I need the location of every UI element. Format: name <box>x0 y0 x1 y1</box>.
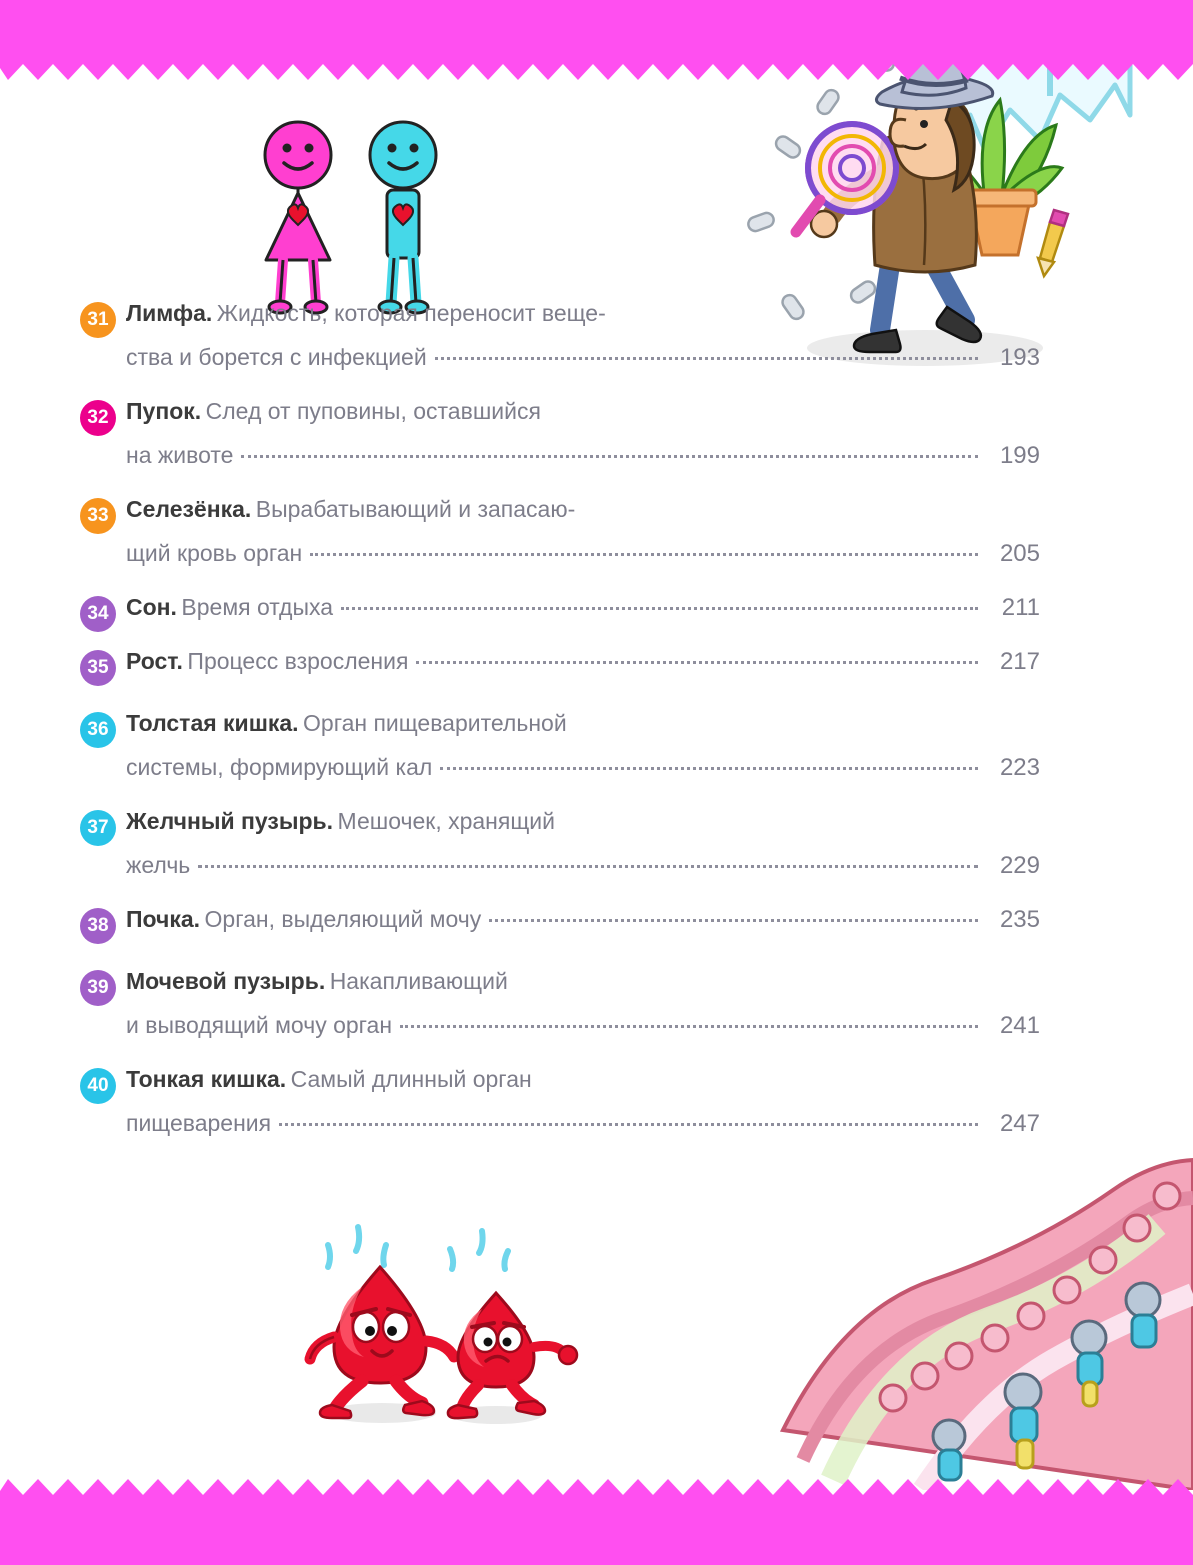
leader-dots <box>489 919 978 922</box>
entry-title: Тонкая кишка. <box>126 1066 287 1092</box>
leader-dots <box>310 553 978 556</box>
entry-description-line1: Самый длинный орган <box>290 1066 532 1092</box>
entry-description-line2: и выводящий мочу орган <box>126 1012 393 1038</box>
entry-description-line1: Мешочек, хранящий <box>337 808 555 834</box>
entry-description-line2: системы, формирующий кал <box>126 754 433 780</box>
entry-number-badge: 32 <box>80 400 116 436</box>
toc-entry[interactable] <box>80 906 1040 942</box>
entry-page-number: 241 <box>999 1012 1040 1039</box>
toc-entry[interactable] <box>80 648 1040 684</box>
entry-description-line1: Орган пищеварительной <box>303 710 567 736</box>
entry-number-badge: 33 <box>80 498 116 534</box>
entry-title: Почка. <box>126 906 201 932</box>
entry-description-line2: на животе <box>126 442 234 468</box>
entry-title: Сон. <box>126 594 177 620</box>
top-zigzag-edge <box>0 62 1193 80</box>
bottom-zigzag-edge <box>0 1479 1193 1497</box>
bottom-border-band <box>0 1497 1193 1565</box>
entry-description-line2: желчь <box>126 852 191 878</box>
leader-dots <box>440 767 978 770</box>
entry-number-badge: 36 <box>80 712 116 748</box>
entry-description-line1: Вырабатывающий и запасаю- <box>255 496 576 522</box>
entry-number-badge: 37 <box>80 810 116 846</box>
toc-entry[interactable] <box>80 594 1040 630</box>
entry-description-line1: Время отдыха <box>181 594 334 620</box>
leader-dots <box>400 1025 978 1028</box>
entry-number-badge: 34 <box>80 596 116 632</box>
leader-dots <box>241 455 978 458</box>
leader-dots <box>416 661 978 664</box>
entry-description-line2: ства и борется с инфекцией <box>126 344 427 370</box>
toc-entry[interactable] <box>80 968 1040 1040</box>
entry-page-number: 229 <box>999 852 1040 879</box>
entry-description-line1: След от пуповины, оставшийся <box>205 398 541 424</box>
entry-title: Пупок. <box>126 398 202 424</box>
entry-page-number: 247 <box>999 1110 1040 1137</box>
entry-title: Рост. <box>126 648 183 674</box>
entry-number-badge: 38 <box>80 908 116 944</box>
entry-page-number: 223 <box>999 754 1040 781</box>
leader-dots <box>279 1123 978 1126</box>
toc-entry[interactable] <box>80 300 1040 372</box>
entry-title: Лимфа. <box>126 300 213 326</box>
running-blood-drops-illustration <box>300 1215 640 1435</box>
leader-dots <box>198 865 978 868</box>
entry-description-line1: Накапливающий <box>329 968 508 994</box>
entry-description-line1: Орган, выделяющий мочу <box>204 906 482 932</box>
entry-page-number: 211 <box>1001 594 1040 621</box>
toc-entry[interactable] <box>80 808 1040 880</box>
entry-number-badge: 40 <box>80 1068 116 1104</box>
entry-number-badge: 31 <box>80 302 116 338</box>
toc-entry[interactable] <box>80 1066 1040 1138</box>
entry-description-line1: Процесс взросления <box>187 648 409 674</box>
entry-title: Желчный пузырь. <box>126 808 334 834</box>
entry-description-line2: щий кровь орган <box>126 540 303 566</box>
entry-number-badge: 39 <box>80 970 116 1006</box>
toc-entry[interactable] <box>80 710 1040 782</box>
entry-title: Селезёнка. <box>126 496 252 522</box>
intestine-slide-illustration <box>773 1130 1193 1495</box>
entry-page-number: 205 <box>999 540 1040 567</box>
toc-entry[interactable] <box>80 398 1040 470</box>
entry-page-number: 217 <box>999 648 1040 675</box>
entry-number-badge: 35 <box>80 650 116 686</box>
top-border-band <box>0 0 1193 62</box>
entry-description-line2: пищеварения <box>126 1110 272 1136</box>
entry-title: Толстая кишка. <box>126 710 299 736</box>
entry-page-number: 193 <box>999 344 1040 371</box>
entry-title: Мочевой пузырь. <box>126 968 326 994</box>
leader-dots <box>341 607 978 610</box>
entry-page-number: 199 <box>999 442 1040 469</box>
entry-description-line1: Жидкость, которая переносит веще- <box>216 300 606 326</box>
table-of-contents-list <box>80 300 1040 1164</box>
toc-entry[interactable] <box>80 496 1040 568</box>
leader-dots <box>435 357 978 360</box>
entry-page-number: 235 <box>999 906 1040 933</box>
